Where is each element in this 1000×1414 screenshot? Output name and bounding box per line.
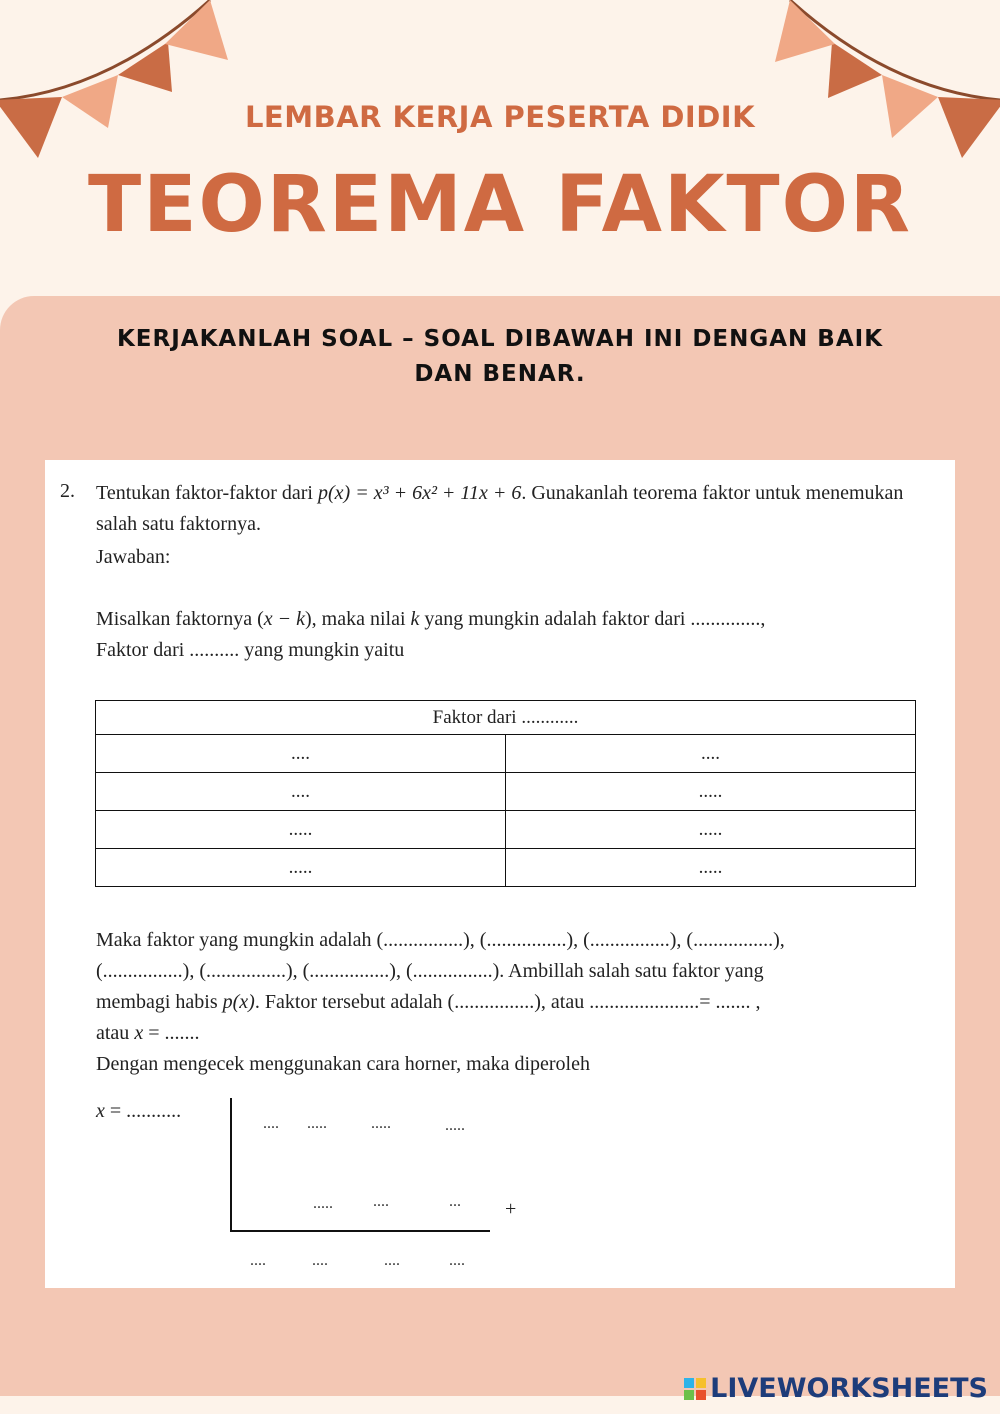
factor-setup-line-1: Misalkan faktornya (x − k), maka nilai k yang mungkin adalah faktor dari .............., xyxy=(96,608,766,630)
table-cell[interactable]: ..... xyxy=(506,849,916,887)
k-variable: k xyxy=(410,608,420,630)
conclusion-line-4: atau x = ....... xyxy=(96,1022,200,1044)
conclusion-text xyxy=(96,925,926,1080)
answer-label: Jawaban: xyxy=(96,546,171,568)
horner-blank[interactable]: ..... xyxy=(307,1115,327,1132)
table-cell[interactable]: ..... xyxy=(506,773,916,811)
table-cell[interactable]: ..... xyxy=(96,811,506,849)
table-row xyxy=(96,849,916,887)
question-number: 2. xyxy=(60,480,75,502)
factor-table xyxy=(95,700,916,887)
question-prompt xyxy=(96,478,926,540)
liveworksheets-logo-icon xyxy=(684,1378,706,1400)
horner-blank[interactable]: .... xyxy=(384,1252,400,1269)
bunting-right xyxy=(775,0,1000,158)
table-row xyxy=(96,811,916,849)
bunting-decoration xyxy=(0,0,1000,170)
question-sheet xyxy=(45,460,955,1288)
instruction-text xyxy=(100,322,900,392)
instruction-line-1: KERJAKANLAH SOAL – SOAL DIBAWAH INI DENGAN BAIK xyxy=(116,326,884,352)
table-cell[interactable]: ..... xyxy=(96,849,506,887)
table-row xyxy=(96,735,916,773)
x-variable: x xyxy=(134,1022,144,1044)
horner-horizontal-line xyxy=(230,1230,490,1232)
table-cell[interactable]: .... xyxy=(96,735,506,773)
conclusion-line-2: (................), (................), (................), (................). Ambillah salah satu faktor yang xyxy=(96,960,764,982)
table-cell[interactable]: ..... xyxy=(506,811,916,849)
horner-blank[interactable]: .... xyxy=(449,1252,465,1269)
prompt-text-a: Tentukan faktor-faktor dari xyxy=(96,482,318,504)
horner-blank[interactable]: ..... xyxy=(313,1195,333,1212)
horner-x-label: x = ........... xyxy=(96,1100,182,1122)
polynomial-expression: p(x) = x³ + 6x² + 11x + 6 xyxy=(318,482,522,504)
factor-setup-text xyxy=(96,604,926,666)
bunting-left xyxy=(0,0,228,158)
horner-blank[interactable]: ... xyxy=(449,1193,461,1210)
conclusion-line-1: Maka faktor yang mungkin adalah (................), (................), (................), (................), xyxy=(96,929,785,951)
logo-text: LIVEWORKSHEETS xyxy=(710,1373,988,1404)
table-cell[interactable]: .... xyxy=(506,735,916,773)
horner-blank[interactable]: .... xyxy=(373,1193,389,1210)
conclusion-line-5: Dengan mengecek menggunakan cara horner, maka diperoleh xyxy=(96,1053,590,1075)
horner-blank[interactable]: .... xyxy=(250,1252,266,1269)
table-cell[interactable]: .... xyxy=(96,773,506,811)
horner-vertical-line xyxy=(230,1098,232,1231)
horner-blank[interactable]: ..... xyxy=(371,1115,391,1132)
table-row xyxy=(96,773,916,811)
liveworksheets-logo[interactable] xyxy=(684,1373,988,1404)
prompt-text-b: . Gunakanlah teorema faktor untuk menemukan salah satu faktornya. xyxy=(96,482,904,535)
instruction-line-2: DAN BENAR. xyxy=(414,361,586,387)
worksheet-title: TEOREMA FAKTOR xyxy=(88,160,912,250)
worksheet-subtitle: LEMBAR KERJA PESERTA DIDIK xyxy=(244,100,756,134)
factor-setup-line-2: Faktor dari .......... yang mungkin yaitu xyxy=(96,639,405,661)
horner-plus-sign: + xyxy=(505,1198,517,1220)
p-of-x: p(x) xyxy=(222,991,255,1013)
factor-expression: x − k xyxy=(263,608,305,630)
horner-blank[interactable]: .... xyxy=(263,1115,279,1132)
conclusion-line-3: membagi habis p(x). Faktor tersebut adalah (................), atau ......................= ....... , xyxy=(96,991,761,1013)
horner-blank[interactable]: ..... xyxy=(445,1117,465,1134)
horner-blank[interactable]: .... xyxy=(312,1252,328,1269)
factor-table-header: Faktor dari ............ xyxy=(96,701,916,735)
